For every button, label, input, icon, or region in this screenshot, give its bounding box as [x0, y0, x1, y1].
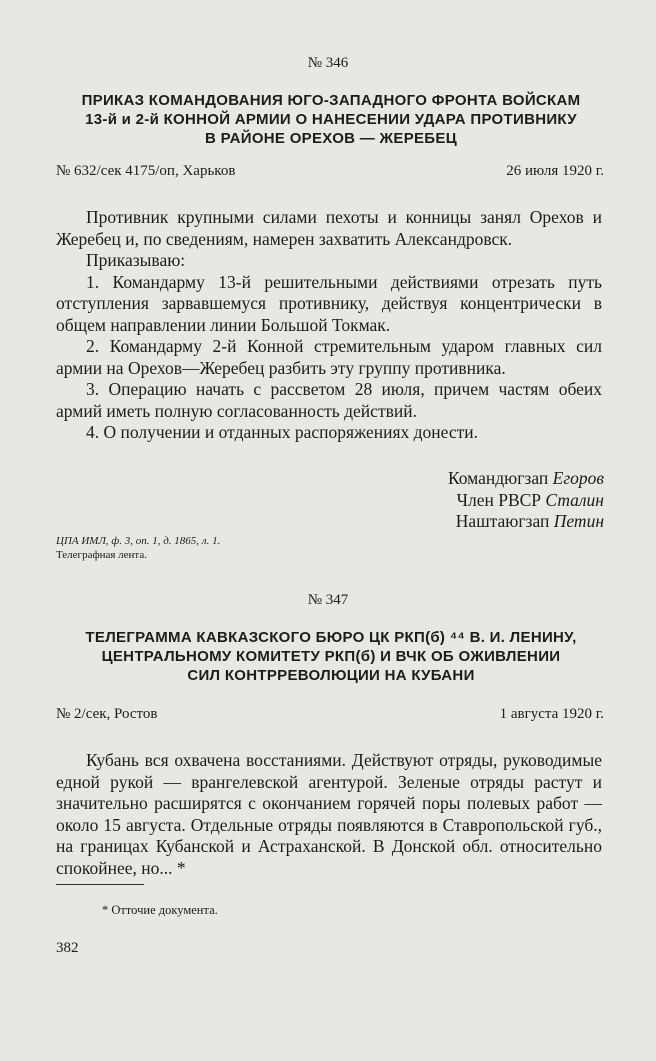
signature-line: [448, 511, 604, 533]
archive-reference: ЦПА ИМЛ, ф. 3, оп. 1, д. 1865, л. 1.: [56, 535, 221, 547]
registration-number: № 632/сек 4175/оп, Харьков: [56, 163, 236, 179]
signature-line: [448, 468, 604, 490]
order-item: 3. Операцию начать с рассветом 28 июля, причем частям обеих армий иметь полную согласованность действий.: [56, 379, 602, 421]
order-word: Приказываю:: [86, 250, 186, 270]
title-line: СИЛ КОНТРРЕВОЛЮЦИИ НА КУБАНИ: [187, 667, 475, 684]
signature-line: [448, 490, 604, 512]
footnote: * Отточие документа.: [102, 903, 218, 917]
signer-title: Член РВСР: [456, 489, 542, 510]
title-line: ЦЕНТРАЛЬНОМУ КОМИТЕТУ РКП(б) И ВЧК ОБ ОЖИВЛЕНИИ: [101, 648, 561, 665]
signer-name: Петин: [553, 511, 604, 531]
signer-title: Командюгзап: [447, 468, 549, 488]
title-line: ПРИКАЗ КОМАНДОВАНИЯ ЮГО-ЗАПАДНОГО ФРОНТА ВОЙСКАМ: [81, 92, 581, 109]
document-number: № 347: [307, 592, 349, 608]
title-line: 13-й и 2-й КОННОЙ АРМИИ О НАНЕСЕНИИ УДАРА ПРОТИВНИКУ: [85, 111, 577, 128]
order-item: 1. Командарму 13-й решительными действиями отрезать путь отступления зарвавшемуся противнику, действуя концентрически в общем направлении линии Большой Токмак.: [56, 271, 602, 335]
signer-title: Наштаюгзап: [455, 511, 550, 531]
document-title: [56, 628, 606, 685]
title-line: В РАЙОНЕ ОРЕХОВ — ЖЕРЕБЕЦ: [205, 130, 457, 147]
page-number: 382: [56, 940, 79, 956]
archive-source: [56, 534, 220, 562]
archive-note: Телеграфная лента.: [56, 549, 147, 561]
document-title: [56, 91, 606, 148]
footnote-divider: [56, 884, 144, 885]
title-line: ТЕЛЕГРАММА КАВКАЗСКОГО БЮРО ЦК РКП(б) ⁴⁴ В. И. ЛЕНИНУ,: [85, 629, 577, 646]
signer-name: Егоров: [552, 468, 604, 488]
registration-number: № 2/сек, Ростов: [56, 706, 158, 722]
order-body: [56, 207, 602, 444]
telegram-body: [56, 750, 602, 879]
order-item: 2. Командарму 2-й Конной стремительным ударом главных сил армии на Орехов—Жеребец разбить эту группу противника.: [56, 336, 602, 378]
document-date: 1 августа 1920 г.: [499, 706, 604, 722]
order-item: 4. О получении и отданных распоряжениях донести.: [86, 422, 478, 442]
signature-block: [448, 468, 604, 533]
document-date: 26 июля 1920 г.: [506, 163, 604, 179]
intro-paragraph: Противник крупными силами пехоты и конницы занял Орехов и Жеребец и, по сведениям, намерен захватить Александровск.: [56, 207, 602, 249]
signer-name: Сталин: [545, 489, 604, 510]
document-number: № 346: [307, 55, 349, 71]
telegram-paragraph: Кубань вся охвачена восстаниями. Действуют отряды, руководимые едной рукой — врангелевской агентурой. Зеленые отряды растут и значительно расширятся с окончанием горячей поры полевых работ — около 15 августа. Отдельные отряды появляются в Ставропольской губ., на границах Кубанской и Астраханской. В Донской обл. относительно спокойнее, но... *: [56, 750, 602, 878]
